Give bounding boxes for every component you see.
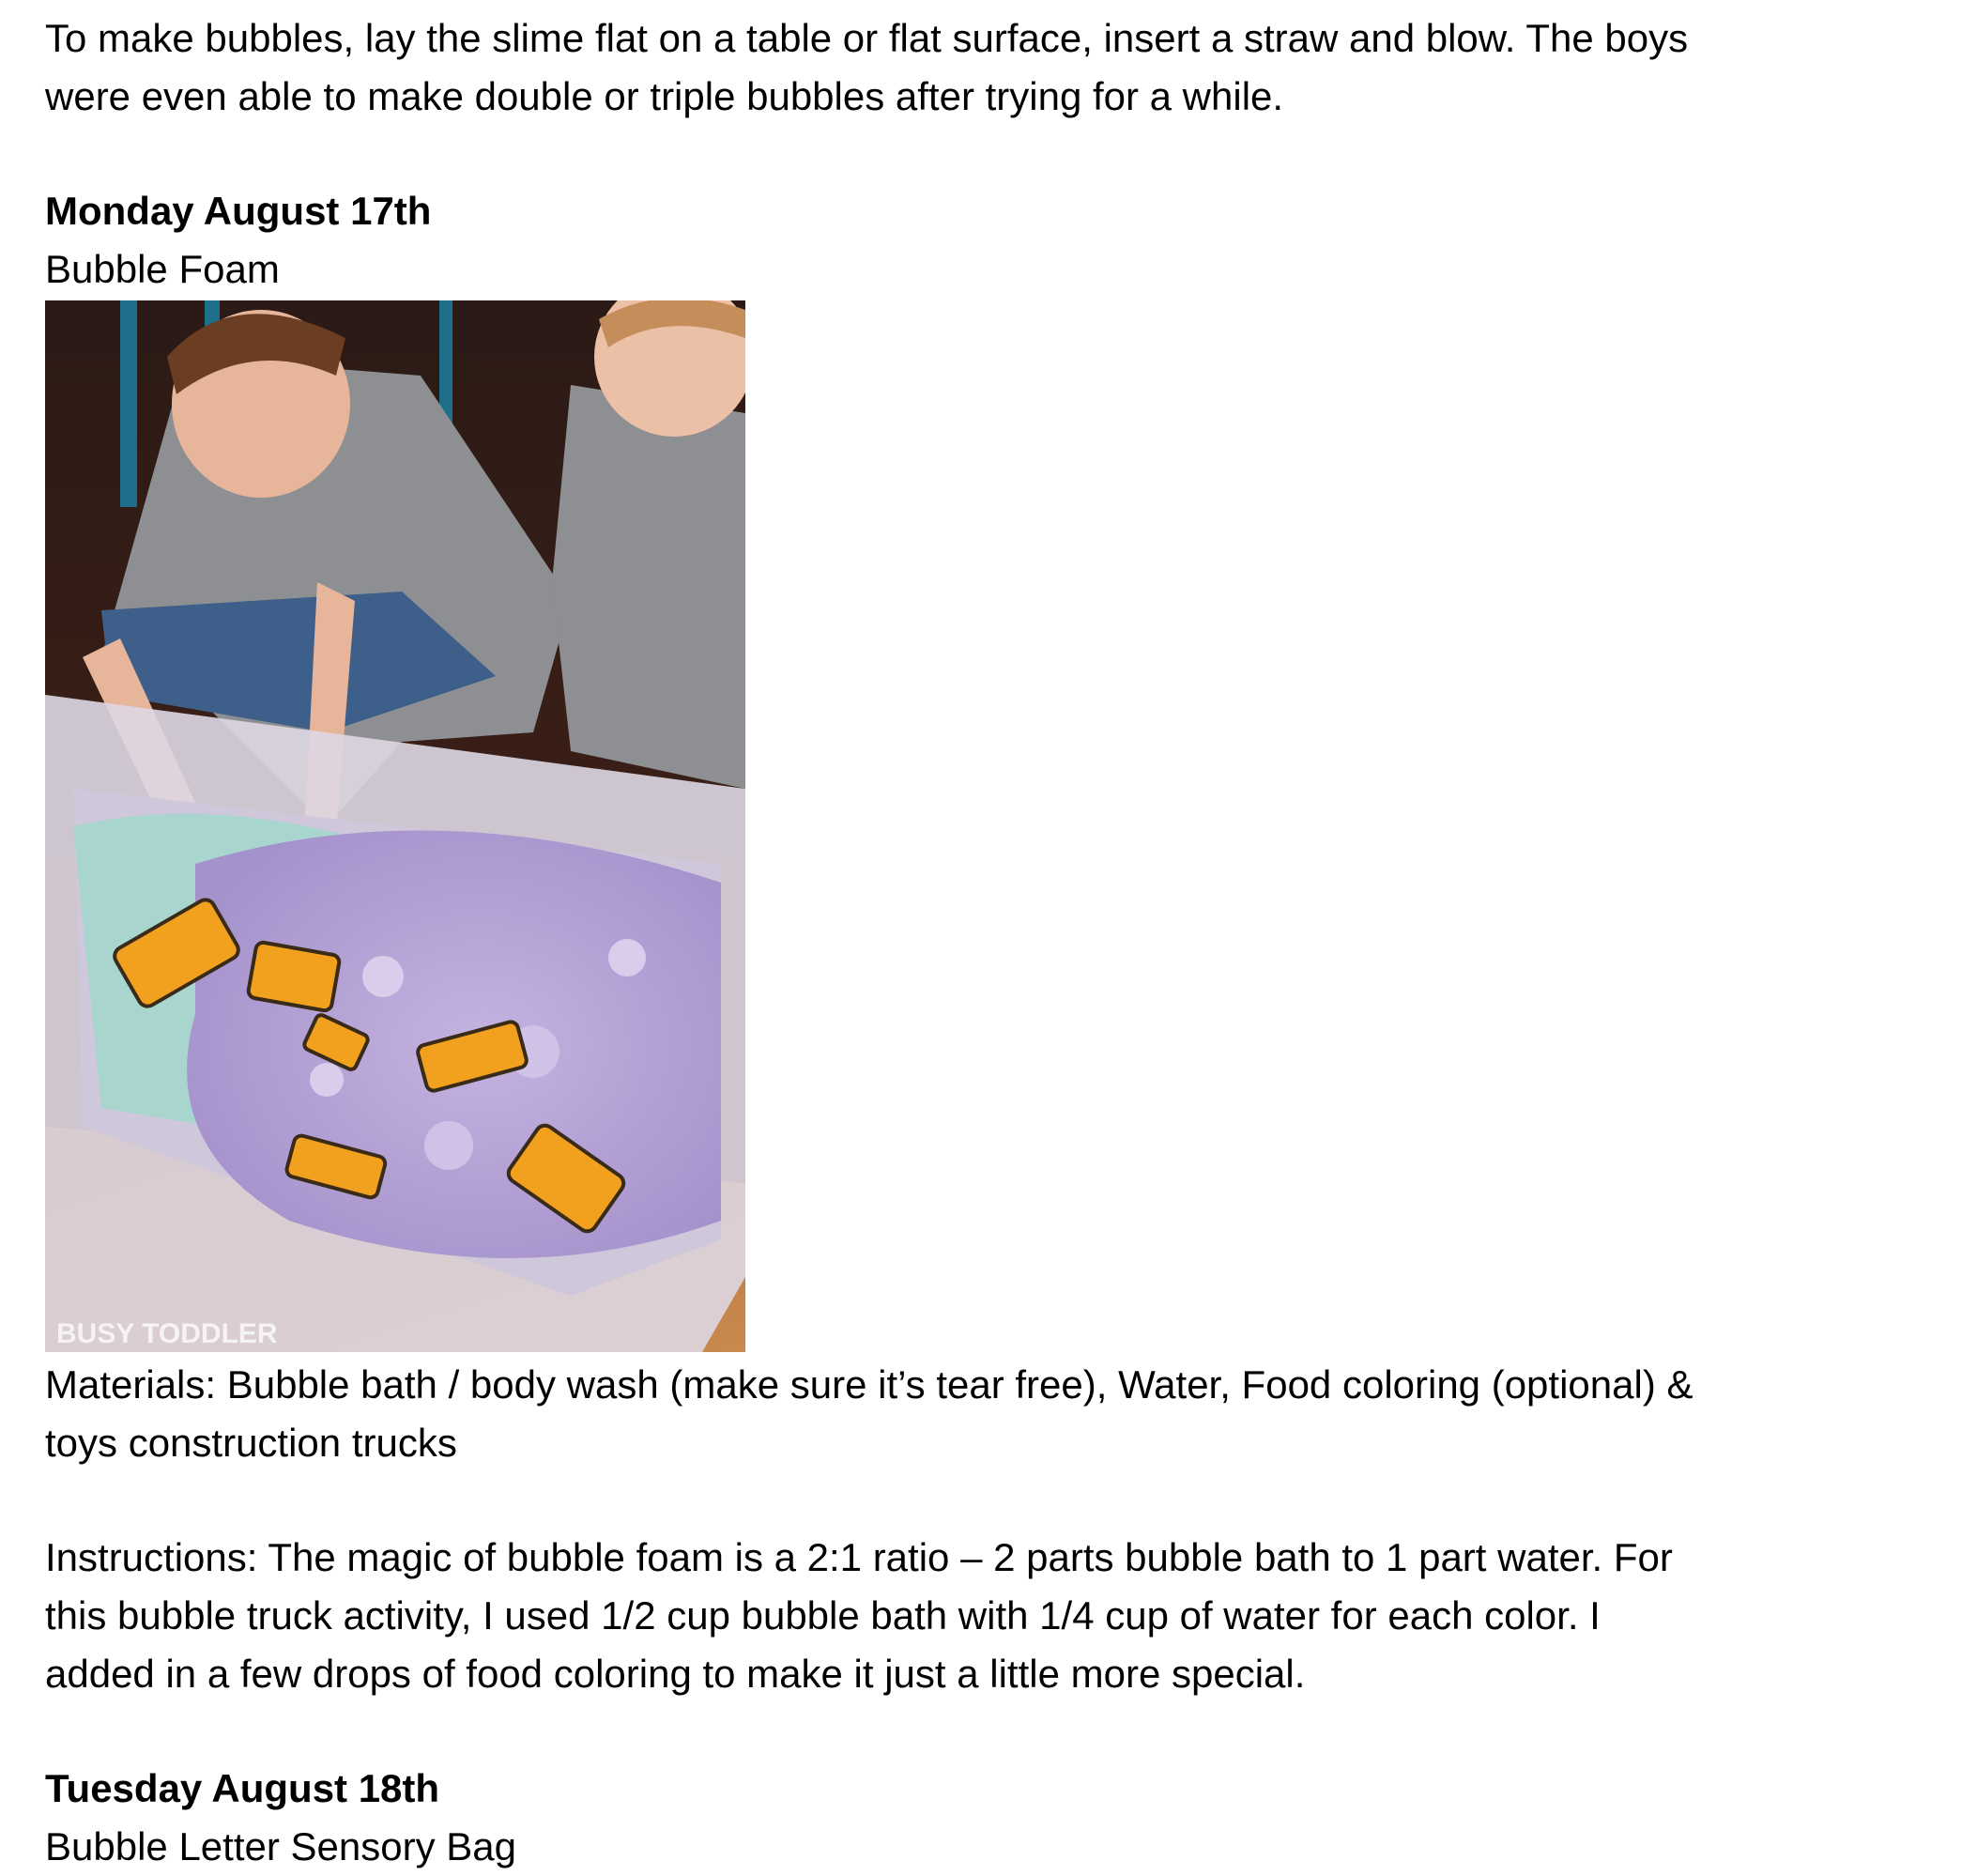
intro-paragraph: [45, 9, 1932, 126]
materials-paragraph: [45, 1356, 1932, 1472]
intro-line-1: To make bubbles, lay the slime flat on a table or flat surface, insert a straw and blow. The boys: [45, 16, 1689, 60]
instructions-line-3: added in a few drops of food coloring to make it just a little more special.: [45, 1652, 1306, 1696]
instructions-line-2: this bubble truck activity, I used 1/2 cup bubble bath with 1/4 cup of water for each color. I: [45, 1593, 1601, 1638]
monday-heading: Monday August 17th: [45, 189, 432, 233]
materials-line-2: toys construction trucks: [45, 1421, 457, 1465]
instructions-line-1: Instructions: The magic of bubble foam is a 2:1 ratio – 2 parts bubble bath to 1 part water. For: [45, 1535, 1673, 1579]
tuesday-activity-title: Bubble Letter Sensory Bag: [45, 1824, 516, 1868]
tuesday-heading: Tuesday August 18th: [45, 1766, 440, 1810]
materials-line-1: Materials: Bubble bath / body wash (make sure it’s tear free), Water, Food coloring (optional) &: [45, 1362, 1693, 1407]
instructions-paragraph: [45, 1529, 1932, 1703]
photo-watermark: BUSY TODDLER: [56, 1318, 278, 1349]
bubble-foam-photo: [45, 300, 745, 1352]
monday-activity-title: Bubble Foam: [45, 247, 280, 291]
intro-line-2: were even able to make double or triple bubbles after trying for a while.: [45, 74, 1284, 118]
